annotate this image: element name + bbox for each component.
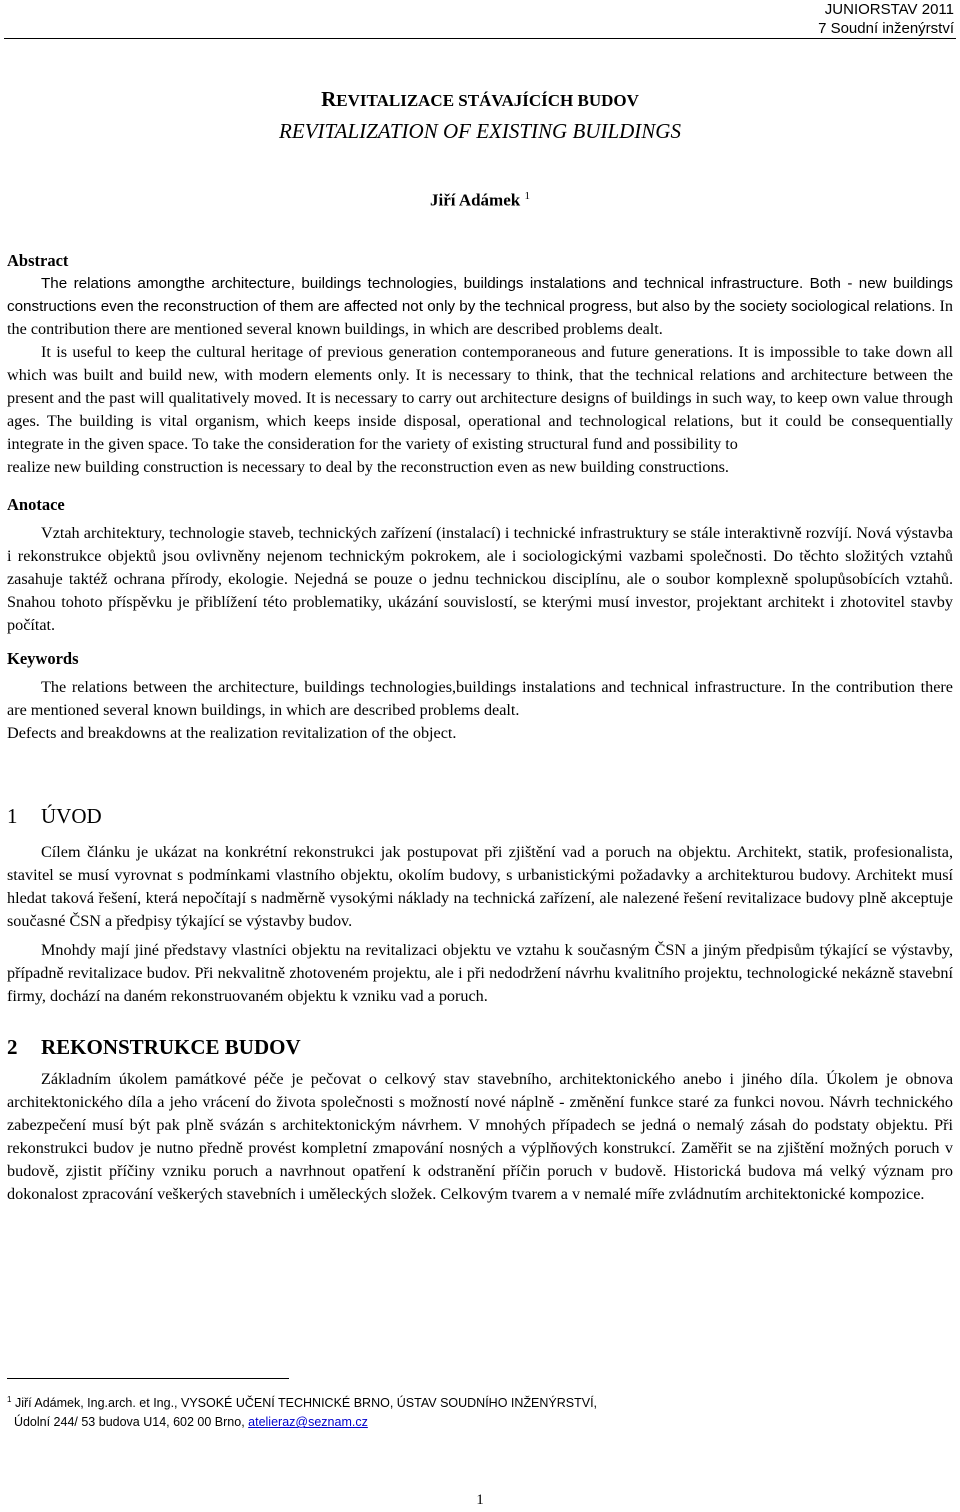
author-name: Jiří Adámek [430,190,521,210]
keywords-paragraph-2: Defects and breakdowns at the realization revitalization of the object. [7,723,457,742]
anotace-paragraph: Vztah architektury, technologie staveb, technických zařízení (instalací) i technické infrastruktury se stále interaktivně rozvíjí. Nová výstavba i rekonstrukce objektů jsou ovlivněny nejenom technickým pokrokem, ale i sociologickými vazbami společnosti. Do těchto složitých vztahů zasahuje taktéž ochrana přírody, ekologie. Nejedná se pouze o jednu technickou disciplínu, ale o soubor komplexně spolupůsobících vztahů. Snahou tohoto příspěvku je přiblížení této problematiky, ukázání souvislostí, se kterými musí investor, projektant architekt i zhotovitel stavby počítat. [7,523,953,634]
author-email-link[interactable]: atelieraz@seznam.cz [248,1415,368,1430]
section-1-paragraph-1: Cílem článku je ukázat na konkrétní rekonstrukci jak postupovat při zjištění vad a poruch na objektu. Architekt, statik, profesionalista, stavitel se musí vyrovnat s podmínkami vlastního objektu, okolím budovy, s urbanistickými požadavky a architekturou budovy. Architekt musí hledat taková řešení, která nepočítají s nadměrně vysokými náklady na technická zařízení, ale nalezené řešení revitalizace budovy plně akceptuje současné ČSN a předpisy týkající se výstavby budov. [7,842,953,930]
author-line [7,184,953,213]
footnote-line-2: Údolní 244/ 53 budova U14, 602 00 Brno, atelieraz@seznam.cz [13,1415,368,1430]
paper-title-english: REVITALIZATION OF EXISTING BUILDINGS [279,119,681,143]
section-2-paragraph-1: Základním úkolem památkové péče je pečovat o celkový stav stavebního, architektonického anebo i jiného díla. Úkolem je obnova architektonického díla a jeho vrácení do života společnosti s možností nové náplně - změnění funkce staré za funkci novou. Návrh technického zabezpečení musí být pak plně svázán s architektonickým návrhem. V mnohých případech se jedná o nemalý zásah do podstaty objektu. Při rekonstrukci budov je nutno předně provést kompletní zmapování nosných a výplňových konstrukcí. Zaměřit se na zjištění možných poruch v budově, zjistit příčiny vzniku poruch a navrhnout opatření k odstranění příčin poruch v budově. Historická budova má velký význam pro dokonalost zpracování veškerých stavebních i uměleckých složek. Celkovým tvarem a v nemalé míře zvládnutím architektonické kompozice. [7,1069,953,1203]
header-conference: JUNIORSTAV 2011 [824,1,954,18]
footnote-mark: 1 [7,1395,12,1404]
abstract-paragraph-3: realize new building construction is necessary to deal by the reconstruction even as new building constructions. [7,457,729,476]
paper-title-czech: REVITALIZACE STÁVAJÍCÍCH BUDOV [321,87,639,111]
keywords-paragraph-1: The relations between the architecture, buildings technologies,buildings instalations and technical infrastructure. In the contribution there are mentioned several known buildings, in which are described problems dealt. [7,677,953,719]
abstract-paragraph-2: It is useful to keep the cultural heritage of previous generation contemporaneous and future generations. It is impossible to take down all which was built and build new, with modern elements only. It is necessary to think, that the technical relations and architecture between the present and the past will qualitatively moved. It is necessary to carry out architecture designs of buildings in such way, to keep own value through ages. The building is vital organism, which keeps inside disposal, operational and technological relations, but it could be consequentially integrate in the given space. To take the consideration for the variety of existing structural fund and possibility to [7,342,953,453]
keywords-heading: Keywords [7,648,79,668]
header-divider [4,38,956,39]
footnote-line-1: $^1$ Jiří Adámek, Ing.arch. et Ing., VYSOKÉ UČENÍ TECHNICKÉ BRNO, ÚSTAV SOUDNÍHO INŽENÝRSTVÍ, [7,1395,598,1411]
page-number: 1 [476,1492,484,1508]
footnote-divider [7,1378,289,1379]
abstract-paragraph-1: The relations amongthe architecture, buildings technologies, buildings instalations and technical infrastructure. Both - new buildings constructions even the reconstruction of them are affected not only by the technical progress, but also by the society sociological relations. In the contribution there are mentioned several known buildings, in which are described problems dealt. [7,274,954,338]
abstract-heading: Abstract [7,250,69,270]
header-section: 7 Soudní inženýrství [818,20,954,37]
running-header [818,0,954,38]
paper-body [7,84,953,1206]
author-footnote-mark: 1 [524,190,530,202]
section-2-heading: 2 REKONSTRUKCE BUDOV [7,1034,301,1059]
footnote [7,1390,907,1432]
section-1-paragraph-2: Mnohdy mají jiné představy vlastníci objektu na revitalizaci objektu ve vztahu k současným ČSN a jiným předpisům týkající se výstavby, případně revitalizace budov. Při nekvalitně zhotoveném projektu, ale i při nedodržení návrhu kvalitního projektu, technologické nekázně stavební firmy, dochází na daném rekonstruovaném objektu k vzniku vad a poruch. [7,940,953,1005]
section-1-heading: 1 ÚVOD [7,803,102,828]
anotace-heading: Anotace [7,494,65,514]
